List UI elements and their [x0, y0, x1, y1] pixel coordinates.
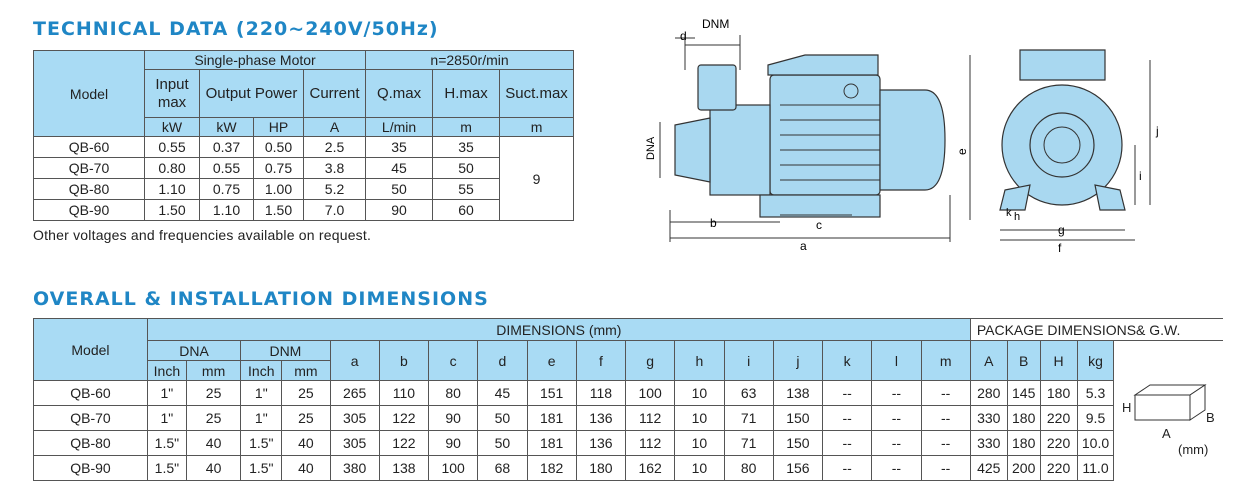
input-max-header: Input max: [145, 70, 200, 118]
table-cell: 71: [724, 406, 773, 431]
qmax-header: Q.max: [366, 70, 433, 118]
terminal-box: [768, 55, 878, 75]
technical-data-table: [33, 50, 574, 221]
unit-cell: L/min: [366, 118, 433, 137]
pkg-letter-header: A: [970, 341, 1007, 381]
motor-header: Single-phase Motor: [145, 51, 366, 70]
unit-cell: HP: [254, 118, 304, 137]
unit-cell: m: [433, 118, 500, 137]
table-row: [34, 456, 1224, 481]
dims-header: DIMENSIONS (mm): [147, 319, 970, 341]
package-cell: 180: [1040, 381, 1077, 406]
table-cell: 80: [724, 456, 773, 481]
unit-cell: m: [500, 118, 574, 137]
table-cell: --: [872, 406, 921, 431]
table-row: [34, 406, 1224, 431]
model-cell: QB-90: [34, 456, 148, 481]
box-a-label: A: [1162, 426, 1171, 441]
table-cell: 35: [433, 137, 500, 158]
table-cell: --: [921, 431, 970, 456]
model-cell: QB-80: [34, 179, 145, 200]
dim-letter-header: f: [576, 341, 625, 381]
dna-header: DNA: [147, 341, 240, 361]
table-cell: 150: [773, 431, 822, 456]
pkg-letter-header: kg: [1077, 341, 1114, 381]
model-cell: QB-70: [34, 158, 145, 179]
dnm-header: DNM: [241, 341, 330, 361]
package-cell: 330: [970, 406, 1007, 431]
dim-letter-header: l: [872, 341, 921, 381]
sub-header: Inch: [241, 361, 282, 381]
table-cell: 122: [379, 431, 428, 456]
table-cell: 305: [330, 406, 379, 431]
table-row: [34, 137, 574, 158]
package-cell: 180: [1007, 406, 1040, 431]
table-cell: 63: [724, 381, 773, 406]
table-cell: --: [921, 381, 970, 406]
table-cell: 181: [527, 406, 576, 431]
table-cell: 1": [241, 406, 282, 431]
table-cell: 1.10: [145, 179, 200, 200]
table-cell: 1.5": [147, 431, 186, 456]
unit-cell: kW: [200, 118, 254, 137]
speed-header: n=2850r/min: [366, 51, 574, 70]
d-label: d: [680, 29, 687, 43]
suct-max-header: Suct.max: [500, 70, 574, 118]
c-label: c: [816, 218, 822, 232]
dim-letter-header: b: [379, 341, 428, 381]
table-cell: 0.50: [254, 137, 304, 158]
table-row: [34, 431, 1224, 456]
table-cell: 138: [773, 381, 822, 406]
table-cell: --: [921, 456, 970, 481]
unit-cell: kW: [145, 118, 200, 137]
f-label: f: [1058, 241, 1062, 255]
table-cell: 181: [527, 431, 576, 456]
table-cell: 118: [576, 381, 625, 406]
table-cell: 1.5": [147, 456, 186, 481]
package-cell: 425: [970, 456, 1007, 481]
table-cell: --: [872, 431, 921, 456]
b-label: b: [710, 216, 717, 230]
front-terminal-box: [1020, 50, 1105, 80]
package-cell: 200: [1007, 456, 1040, 481]
dna-label: DNA: [645, 136, 657, 160]
box-h-label: H: [1122, 400, 1132, 415]
table-cell: 90: [429, 431, 478, 456]
pkg-letter-header: B: [1007, 341, 1040, 381]
table-cell: 50: [366, 179, 433, 200]
table-cell: --: [823, 381, 872, 406]
e-label: e: [955, 148, 969, 155]
table-cell: 60: [433, 200, 500, 221]
table-cell: 50: [478, 406, 527, 431]
sub-header: mm: [186, 361, 240, 381]
table-cell: --: [823, 456, 872, 481]
table-cell: 25: [282, 381, 330, 406]
dim-letter-header: c: [429, 341, 478, 381]
table-cell: 265: [330, 381, 379, 406]
table-cell: 2.5: [304, 137, 366, 158]
table-cell: --: [921, 406, 970, 431]
model-cell: QB-80: [34, 431, 148, 456]
dim-letter-header: j: [773, 341, 822, 381]
table-cell: 90: [429, 406, 478, 431]
table-cell: 1": [147, 406, 186, 431]
table-cell: 5.2: [304, 179, 366, 200]
output-power-header: Output Power: [200, 70, 304, 118]
table-cell: 45: [478, 381, 527, 406]
sub-header: mm: [282, 361, 330, 381]
table-cell: 10: [675, 431, 724, 456]
suct-max-value: 9: [500, 137, 574, 221]
table-cell: 0.75: [200, 179, 254, 200]
table-cell: 40: [186, 431, 240, 456]
table-cell: 3.8: [304, 158, 366, 179]
dim-letter-header: d: [478, 341, 527, 381]
table-cell: 136: [576, 431, 625, 456]
table-cell: 10: [675, 381, 724, 406]
table-cell: 380: [330, 456, 379, 481]
table-cell: 10: [675, 406, 724, 431]
table-cell: 112: [626, 406, 675, 431]
table-cell: 40: [282, 456, 330, 481]
table-cell: 100: [626, 381, 675, 406]
dim-letter-header: h: [675, 341, 724, 381]
table-cell: 182: [527, 456, 576, 481]
table-cell: 180: [576, 456, 625, 481]
model-cell: QB-60: [34, 137, 145, 158]
package-cell: 330: [970, 431, 1007, 456]
table-cell: --: [823, 431, 872, 456]
pkg-letter-header: H: [1040, 341, 1077, 381]
package-cell: 220: [1040, 456, 1077, 481]
package-cell: 180: [1007, 431, 1040, 456]
unit-cell: A: [304, 118, 366, 137]
voltage-note: Other voltages and frequencies available on request.: [33, 227, 372, 243]
package-cell: 5.3: [1077, 381, 1114, 406]
motor-end-cap: [880, 90, 945, 190]
box-unit-label: (mm): [1178, 442, 1209, 457]
table-cell: 0.37: [200, 137, 254, 158]
box-b-label: B: [1206, 410, 1215, 425]
model-cell: QB-90: [34, 200, 145, 221]
package-cell: 145: [1007, 381, 1040, 406]
table-cell: 25: [186, 406, 240, 431]
table-cell: 112: [626, 431, 675, 456]
technical-data-title: TECHNICAL DATA (220~240V/50Hz): [33, 18, 439, 40]
package-box-diagram: [1120, 380, 1230, 470]
table-cell: 1.50: [145, 200, 200, 221]
current-header: Current: [304, 70, 366, 118]
table-cell: 151: [527, 381, 576, 406]
table-cell: 90: [366, 200, 433, 221]
table-row: [34, 200, 574, 221]
sub-header: Inch: [147, 361, 186, 381]
dim-letter-header: g: [626, 341, 675, 381]
table-cell: 150: [773, 406, 822, 431]
table-cell: 0.75: [254, 158, 304, 179]
table-cell: 40: [282, 431, 330, 456]
table-cell: 1.10: [200, 200, 254, 221]
front-foot-left: [1000, 185, 1030, 210]
table-cell: 162: [626, 456, 675, 481]
dimensions-title: OVERALL & INSTALLATION DIMENSIONS: [33, 288, 489, 310]
table-cell: 1.50: [254, 200, 304, 221]
dim-letter-header: e: [527, 341, 576, 381]
dim-letter-header: k: [823, 341, 872, 381]
table-cell: 156: [773, 456, 822, 481]
model-cell: QB-70: [34, 406, 148, 431]
dnm-label: DNM: [702, 17, 730, 31]
table-cell: 80: [429, 381, 478, 406]
table-cell: 1.5": [241, 431, 282, 456]
table-cell: 0.55: [200, 158, 254, 179]
table-cell: 136: [576, 406, 625, 431]
table-cell: 50: [433, 158, 500, 179]
package-cell: 9.5: [1077, 406, 1114, 431]
dim-letter-header: a: [330, 341, 379, 381]
table-row: [34, 381, 1224, 406]
motor-base: [760, 195, 880, 217]
h-label: h: [1014, 211, 1021, 223]
g-label: g: [1058, 223, 1065, 237]
table-cell: 1.00: [254, 179, 304, 200]
table-cell: 68: [478, 456, 527, 481]
table-cell: --: [872, 381, 921, 406]
table-cell: 1": [147, 381, 186, 406]
package-cell: 220: [1040, 406, 1077, 431]
package-cell: 10.0: [1077, 431, 1114, 456]
table-cell: 71: [724, 431, 773, 456]
table-cell: 0.80: [145, 158, 200, 179]
table-cell: 35: [366, 137, 433, 158]
inlet-flange: [675, 118, 710, 182]
table-cell: 122: [379, 406, 428, 431]
front-flange: [1030, 113, 1094, 177]
dim-letter-header: i: [724, 341, 773, 381]
a-label: a: [800, 239, 807, 253]
front-foot-right: [1095, 185, 1125, 210]
dims-model-header: Model: [34, 319, 148, 381]
table-cell: --: [872, 456, 921, 481]
model-cell: QB-60: [34, 381, 148, 406]
table-cell: 55: [433, 179, 500, 200]
table-cell: --: [823, 406, 872, 431]
table-cell: 10: [675, 456, 724, 481]
pump-head: [710, 105, 770, 195]
dim-letter-header: m: [921, 341, 970, 381]
outlet-port: [698, 65, 736, 110]
package-cell: 220: [1040, 431, 1077, 456]
dimensions-table: [33, 318, 1223, 481]
table-cell: 110: [379, 381, 428, 406]
model-header: Model: [34, 51, 145, 137]
table-cell: 138: [379, 456, 428, 481]
table-cell: 50: [478, 431, 527, 456]
table-cell: 0.55: [145, 137, 200, 158]
table-cell: 25: [186, 381, 240, 406]
pump-front-view-drawing: [990, 40, 1170, 260]
k-label: k: [1006, 207, 1012, 219]
j-label: j: [1156, 124, 1159, 138]
package-header: PACKAGE DIMENSIONS& G.W.: [970, 319, 1223, 341]
package-cell: 280: [970, 381, 1007, 406]
table-cell: 7.0: [304, 200, 366, 221]
table-cell: 1": [241, 381, 282, 406]
package-cell: 11.0: [1077, 456, 1114, 481]
pump-side-view-drawing: [640, 10, 980, 265]
table-cell: 305: [330, 431, 379, 456]
table-row: [34, 179, 574, 200]
table-row: [34, 158, 574, 179]
table-cell: 1.5": [241, 456, 282, 481]
table-cell: 45: [366, 158, 433, 179]
table-cell: 40: [186, 456, 240, 481]
table-cell: 25: [282, 406, 330, 431]
hmax-header: H.max: [433, 70, 500, 118]
table-cell: 100: [429, 456, 478, 481]
i-label: i: [1139, 169, 1142, 183]
